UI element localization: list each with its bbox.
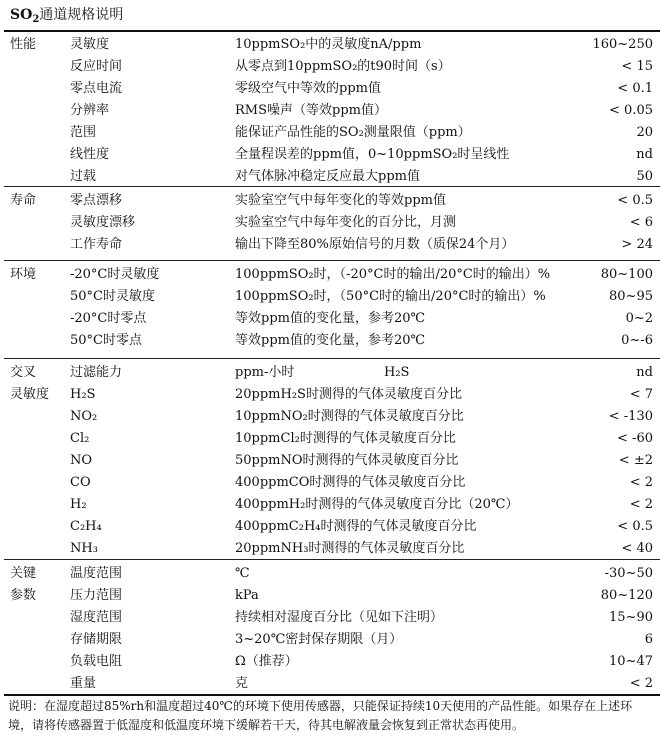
table-row — [0, 330, 663, 352]
parameter-cell: 灵敏度漂移 — [70, 215, 136, 230]
value-cell: < 7 — [629, 387, 653, 402]
table-row — [0, 516, 663, 538]
table-row — [0, 384, 663, 406]
table-row — [0, 585, 663, 607]
table-row — [0, 362, 663, 384]
value-cell: < 0.05 — [609, 103, 653, 118]
description-cell: 能保证产品性能的SO₂测量限值（ppm） — [235, 125, 471, 140]
table-row — [0, 144, 663, 166]
value-cell: 80~100 — [600, 267, 653, 282]
parameter-cell: 温度范围 — [70, 566, 123, 581]
table-row — [0, 100, 663, 122]
parameter-cell: NO₂ — [70, 409, 98, 424]
value-cell: < -130 — [608, 409, 653, 424]
description-cell: 等效ppm值的变化量，参考20℃ — [235, 333, 426, 348]
parameter-cell: 压力范围 — [70, 588, 123, 603]
top-rule — [4, 30, 660, 32]
table-row — [0, 494, 663, 516]
parameter-cell: -20°C时零点 — [70, 311, 147, 326]
value-cell: 160~250 — [592, 37, 653, 52]
parameter-cell: 零点电流 — [70, 81, 123, 96]
description-cell: 输出下降至80%原始信号的月数（质保24个月） — [235, 237, 515, 252]
parameter-cell: 工作寿命 — [70, 237, 123, 252]
category-cell: 关键 — [10, 566, 37, 581]
description-cell: 100ppmSO₂时，（-20°C时的输出/20°C时的输出）% — [235, 267, 551, 282]
parameter-cell: 存储期限 — [70, 632, 123, 647]
description-cell: 400ppmCO时测得的气体灵敏度百分比 — [235, 475, 466, 490]
section-divider — [4, 559, 660, 560]
table-row — [0, 673, 663, 695]
table-row — [0, 472, 663, 494]
value-cell: 50 — [636, 169, 653, 184]
bottom-rule — [4, 694, 660, 696]
value-cell: < -60 — [617, 431, 653, 446]
category-cell: 环境 — [10, 267, 37, 282]
parameter-cell: NO — [70, 453, 93, 468]
value-cell: nd — [636, 365, 653, 380]
description-cell: 400ppmC₂H₄时测得的气体灵敏度百分比 — [235, 519, 477, 534]
value-cell: 20 — [636, 125, 653, 140]
table-row — [0, 78, 663, 100]
description-cell: ppm-小时 — [235, 365, 295, 380]
category-cell: 寿命 — [10, 193, 37, 208]
table-row — [0, 308, 663, 330]
parameter-cell: 重量 — [70, 676, 97, 691]
category-cell: 参数 — [10, 588, 37, 603]
value-cell: < 15 — [621, 59, 653, 74]
value-cell: nd — [636, 147, 653, 162]
parameter-cell: 50°C时零点 — [70, 333, 142, 348]
value-cell: 6 — [644, 632, 653, 647]
parameter-cell: 范围 — [70, 125, 97, 140]
description-cell: 零级空气中等效的ppm值 — [235, 81, 381, 96]
description-cell: 等效ppm值的变化量，参考20℃ — [235, 311, 426, 326]
category-cell: 灵敏度 — [10, 387, 50, 402]
parameter-cell: CO — [70, 475, 91, 490]
parameter-cell: 零点漂移 — [70, 193, 123, 208]
description-cell: 3~20℃密封保存期限（月） — [235, 632, 403, 647]
value-cell: < 40 — [621, 541, 653, 556]
value-cell: < ±2 — [618, 453, 653, 468]
value-cell: < 2 — [629, 676, 653, 691]
table-row — [0, 651, 663, 673]
value-cell: 80~95 — [609, 289, 653, 304]
table-row — [0, 234, 663, 256]
table-row — [0, 629, 663, 651]
description-cell: 对气体脉冲稳定反应最大ppm值 — [235, 169, 420, 184]
description-cell: 克 — [235, 676, 249, 691]
description-cell: Ω（推荐） — [235, 654, 298, 669]
table-row — [0, 264, 663, 286]
value-cell: < 2 — [629, 475, 653, 490]
parameter-cell: Cl₂ — [70, 431, 90, 446]
parameter-cell: 反应时间 — [70, 59, 123, 74]
parameter-cell: H₂ — [70, 497, 87, 512]
table-row — [0, 34, 663, 56]
table-row — [0, 428, 663, 450]
description-cell: 从零点到10ppmSO₂的t90时间（s） — [235, 59, 451, 74]
parameter-cell: -20°C时灵敏度 — [70, 267, 160, 282]
category-cell: 交叉 — [10, 365, 37, 380]
description-cell: 持续相对湿度百分比（见如下注明） — [235, 610, 444, 625]
section-divider — [4, 358, 660, 359]
description-cell: 400ppmH₂时测得的气体灵敏度百分比（20℃） — [235, 497, 519, 512]
description-cell: RMS噪声（等效ppm值） — [235, 103, 387, 118]
description-extra-cell: H₂S — [384, 365, 410, 380]
value-cell: < 0.5 — [617, 519, 653, 534]
value-cell: < 2 — [629, 497, 653, 512]
value-cell: 0~-6 — [621, 333, 653, 348]
category-cell: 性能 — [10, 37, 37, 52]
table-row — [0, 190, 663, 212]
value-cell: < 6 — [629, 215, 653, 230]
table-row — [0, 563, 663, 585]
parameter-cell: 过滤能力 — [70, 365, 123, 380]
parameter-cell: 灵敏度 — [70, 37, 110, 52]
value-cell: < 0.5 — [617, 193, 653, 208]
table-row — [0, 56, 663, 78]
description-cell: 20ppmH₂S时测得的气体灵敏度百分比 — [235, 387, 462, 402]
description-cell: 10ppmSO₂中的灵敏度nA/ppm — [235, 37, 422, 52]
parameter-cell: 线性度 — [70, 147, 110, 162]
table-row — [0, 450, 663, 472]
description-cell: kPa — [235, 588, 259, 603]
parameter-cell: C₂H₄ — [70, 519, 102, 534]
description-cell: 20ppmNH₃时测得的气体灵敏度百分比 — [235, 541, 465, 556]
parameter-cell: 50°C时灵敏度 — [70, 289, 155, 304]
parameter-cell: 过载 — [70, 169, 97, 184]
description-cell: 实验室空气中每年变化的等效ppm值 — [235, 193, 446, 208]
footnote: 说明：在湿度超过85%rh和温度超过40℃的环境下使用传感器，只能保证持续10天使用的产品性能。如果存在上述环境，请将传感器置于低湿度和低温度环境下缓解若干天，待其电解液量会恢复到正常状态再使用。 — [8, 699, 633, 732]
description-cell: 10ppmCl₂时测得的气体灵敏度百分比 — [235, 431, 456, 446]
parameter-cell: NH₃ — [70, 541, 98, 556]
description-cell: 50ppmNO时测得的气体灵敏度百分比 — [235, 453, 459, 468]
section-divider — [4, 186, 660, 187]
value-cell: 80~120 — [600, 588, 653, 603]
table-row — [0, 406, 663, 428]
value-cell: -30~50 — [604, 566, 653, 581]
table-row — [0, 538, 663, 560]
table-row — [0, 122, 663, 144]
value-cell: 15~90 — [609, 610, 653, 625]
description-cell: 10ppmNO₂时测得的气体灵敏度百分比 — [235, 409, 464, 424]
description-cell: ℃ — [235, 566, 250, 581]
value-cell: 10~47 — [609, 654, 653, 669]
parameter-cell: 湿度范围 — [70, 610, 123, 625]
description-cell: 100ppmSO₂时，（50°C时的输出/20°C时的输出）% — [235, 289, 546, 304]
table-row — [0, 607, 663, 629]
table-row — [0, 286, 663, 308]
table-row — [0, 166, 663, 188]
description-cell: 全量程误差的ppm值，0~10ppmSO₂时呈线性 — [235, 147, 510, 162]
parameter-cell: H₂S — [70, 387, 96, 402]
description-cell: 实验室空气中每年变化的百分比，月测 — [235, 215, 457, 230]
parameter-cell: 负载电阻 — [70, 654, 123, 669]
value-cell: 0~2 — [625, 311, 653, 326]
table-row — [0, 212, 663, 234]
value-cell: > 24 — [621, 237, 653, 252]
table-title: $SO_2$通道规格说明 — [10, 7, 124, 25]
section-divider — [4, 260, 660, 261]
parameter-cell: 分辨率 — [70, 103, 110, 118]
value-cell: < 0.1 — [617, 81, 653, 96]
